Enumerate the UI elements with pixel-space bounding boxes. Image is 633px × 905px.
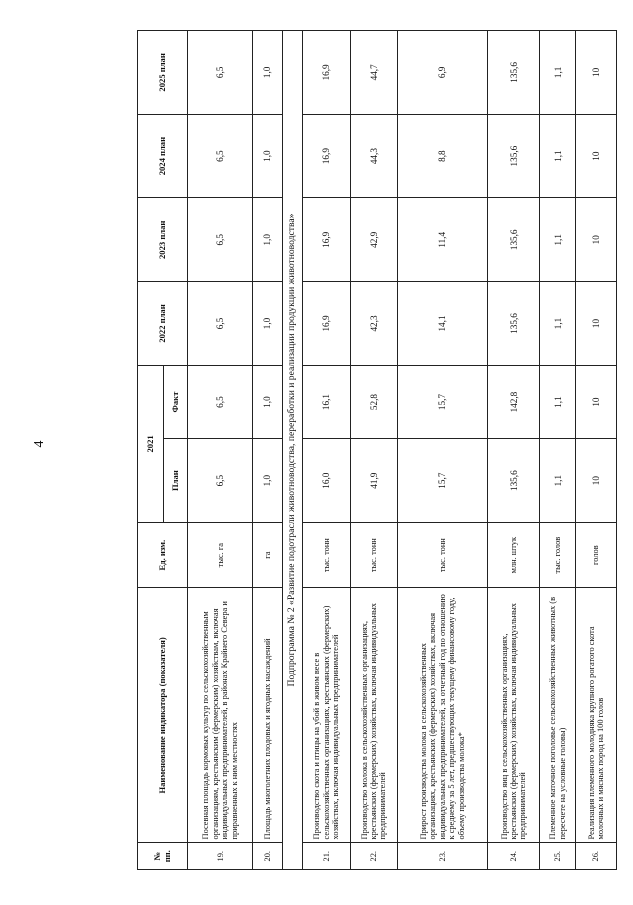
table-row bbox=[540, 31, 576, 870]
row-2021-plan: 10 bbox=[576, 439, 617, 523]
row-name: Площадь многолетних плодовых и ягодных насаждений bbox=[253, 588, 282, 843]
header-num: № пп. bbox=[138, 843, 188, 870]
row-unit: тыс. тонн bbox=[397, 523, 487, 588]
row-2025-plan: 6,9 bbox=[397, 31, 487, 115]
header-2023-plan: 2023 план bbox=[138, 198, 188, 282]
row-2025-plan: 135,6 bbox=[488, 31, 540, 115]
row-name: Производство скота и птицы на убой в живом весе в сельскохозяйственных организациях, крестьянских (фермерских) хозяйствах, включая индивидуальных предпринимателей bbox=[303, 588, 350, 843]
row-2024-plan: 1,0 bbox=[253, 114, 282, 198]
row-name: Племенное маточное поголовье сельскохозяйственных животных (в пересчете на условные головы) bbox=[540, 588, 576, 843]
row-2023-plan: 1,1 bbox=[540, 198, 576, 282]
row-unit: голов bbox=[576, 523, 617, 588]
table-row bbox=[350, 31, 397, 870]
row-2024-plan: 1,1 bbox=[540, 114, 576, 198]
row-2021-plan: 135,6 bbox=[488, 439, 540, 523]
row-2025-plan: 44,7 bbox=[350, 31, 397, 115]
row-2025-plan: 16,9 bbox=[303, 31, 350, 115]
row-2023-plan: 16,9 bbox=[303, 198, 350, 282]
row-2021-fact: 1,1 bbox=[540, 365, 576, 438]
row-2024-plan: 44,3 bbox=[350, 114, 397, 198]
row-2022-plan: 135,6 bbox=[488, 282, 540, 366]
row-2021-fact: 1,0 bbox=[253, 365, 282, 438]
row-num: 19. bbox=[188, 843, 253, 870]
row-name: Прирост производства молока в сельскохозяйственных организациях, крестьянских (фермерских) хозяйствах, включая индивидуальных предпринимателей, за отчетный год по отношению к среднему за 5 лет, предшествующих текущему финансовому году, объему производства молока* bbox=[397, 588, 487, 843]
row-2021-fact: 142,8 bbox=[488, 365, 540, 438]
table-row bbox=[576, 31, 617, 870]
row-2025-plan: 10 bbox=[576, 31, 617, 115]
table-row bbox=[397, 31, 487, 870]
row-2022-plan: 14,1 bbox=[397, 282, 487, 366]
row-num: 21. bbox=[303, 843, 350, 870]
row-2023-plan: 42,9 bbox=[350, 198, 397, 282]
row-2023-plan: 11,4 bbox=[397, 198, 487, 282]
header-2021-plan: План bbox=[164, 439, 188, 523]
header-2021-fact: Факт bbox=[164, 365, 188, 438]
indicator-table-container bbox=[137, 30, 617, 870]
row-2021-fact: 52,8 bbox=[350, 365, 397, 438]
header-2022-plan: 2022 план bbox=[138, 282, 188, 366]
row-2024-plan: 6,5 bbox=[188, 114, 253, 198]
row-2021-plan: 1,1 bbox=[540, 439, 576, 523]
row-2024-plan: 8,8 bbox=[397, 114, 487, 198]
row-unit: тыс. га bbox=[188, 523, 253, 588]
row-2023-plan: 6,5 bbox=[188, 198, 253, 282]
page-number: 4 bbox=[32, 440, 47, 448]
header-2024-plan: 2024 план bbox=[138, 114, 188, 198]
row-num: 25. bbox=[540, 843, 576, 870]
row-num: 26. bbox=[576, 843, 617, 870]
row-2022-plan: 42,3 bbox=[350, 282, 397, 366]
table-row bbox=[188, 31, 253, 870]
row-2022-plan: 10 bbox=[576, 282, 617, 366]
row-num: 22. bbox=[350, 843, 397, 870]
row-num: 20. bbox=[253, 843, 282, 870]
row-unit: тыс. тонн bbox=[303, 523, 350, 588]
header-name: Наименование индикатора (показателя) bbox=[138, 588, 188, 843]
row-name: Реализация племенного молодняка крупного рогатого скота молочных и мясных пород на 100 голов bbox=[576, 588, 617, 843]
table-row bbox=[253, 31, 282, 870]
row-2023-plan: 135,6 bbox=[488, 198, 540, 282]
row-2022-plan: 6,5 bbox=[188, 282, 253, 366]
row-2024-plan: 16,9 bbox=[303, 114, 350, 198]
row-name: Производство молока в сельскохозяйственных организациях, крестьянских (фермерских) хозяйствах, включая индивидуальных предпринимателей bbox=[350, 588, 397, 843]
row-2021-fact: 10 bbox=[576, 365, 617, 438]
row-2022-plan: 16,9 bbox=[303, 282, 350, 366]
row-unit: млн. штук bbox=[488, 523, 540, 588]
row-unit: тыс. голов bbox=[540, 523, 576, 588]
table-row bbox=[303, 31, 350, 870]
row-2024-plan: 135,6 bbox=[488, 114, 540, 198]
row-2023-plan: 1,0 bbox=[253, 198, 282, 282]
table-row bbox=[488, 31, 540, 870]
row-2022-plan: 1,1 bbox=[540, 282, 576, 366]
row-num: 23. bbox=[397, 843, 487, 870]
row-2025-plan: 6,5 bbox=[188, 31, 253, 115]
row-2025-plan: 1,0 bbox=[253, 31, 282, 115]
header-2025-plan: 2025 план bbox=[138, 31, 188, 115]
row-2021-fact: 15,7 bbox=[397, 365, 487, 438]
header-2021: 2021 bbox=[138, 365, 164, 522]
row-2021-fact: 16,1 bbox=[303, 365, 350, 438]
row-unit: тыс. тонн bbox=[350, 523, 397, 588]
row-2025-plan: 1,1 bbox=[540, 31, 576, 115]
row-2021-plan: 41,9 bbox=[350, 439, 397, 523]
row-2021-plan: 15,7 bbox=[397, 439, 487, 523]
indicator-table bbox=[137, 30, 617, 870]
header-unit: Ед. изм. bbox=[138, 523, 188, 588]
row-2021-fact: 6,5 bbox=[188, 365, 253, 438]
row-2021-plan: 6,5 bbox=[188, 439, 253, 523]
subprogram-row bbox=[282, 31, 302, 870]
row-unit: га bbox=[253, 523, 282, 588]
row-name: Посевная площадь кормовых культур по сельскохозяйственным организациям, крестьянским (фермерским) хозяйствам, включая индивидуальных предпринимателей, в районах Крайнего Севера и приравненных к ним местностях bbox=[188, 588, 253, 843]
row-name: Производство яиц в сельскохозяйственных организациях, крестьянских (фермерских) хозяйствах, включая индивидуальных предпринимателей bbox=[488, 588, 540, 843]
subprogram-title: Подпрограмма № 2 «Развитие подотрасли животноводства, переработки и реализации продукции животноводства» bbox=[282, 31, 302, 870]
row-2021-plan: 16,0 bbox=[303, 439, 350, 523]
row-2022-plan: 1,0 bbox=[253, 282, 282, 366]
row-2023-plan: 10 bbox=[576, 198, 617, 282]
row-2021-plan: 1,0 bbox=[253, 439, 282, 523]
row-2024-plan: 10 bbox=[576, 114, 617, 198]
row-num: 24. bbox=[488, 843, 540, 870]
